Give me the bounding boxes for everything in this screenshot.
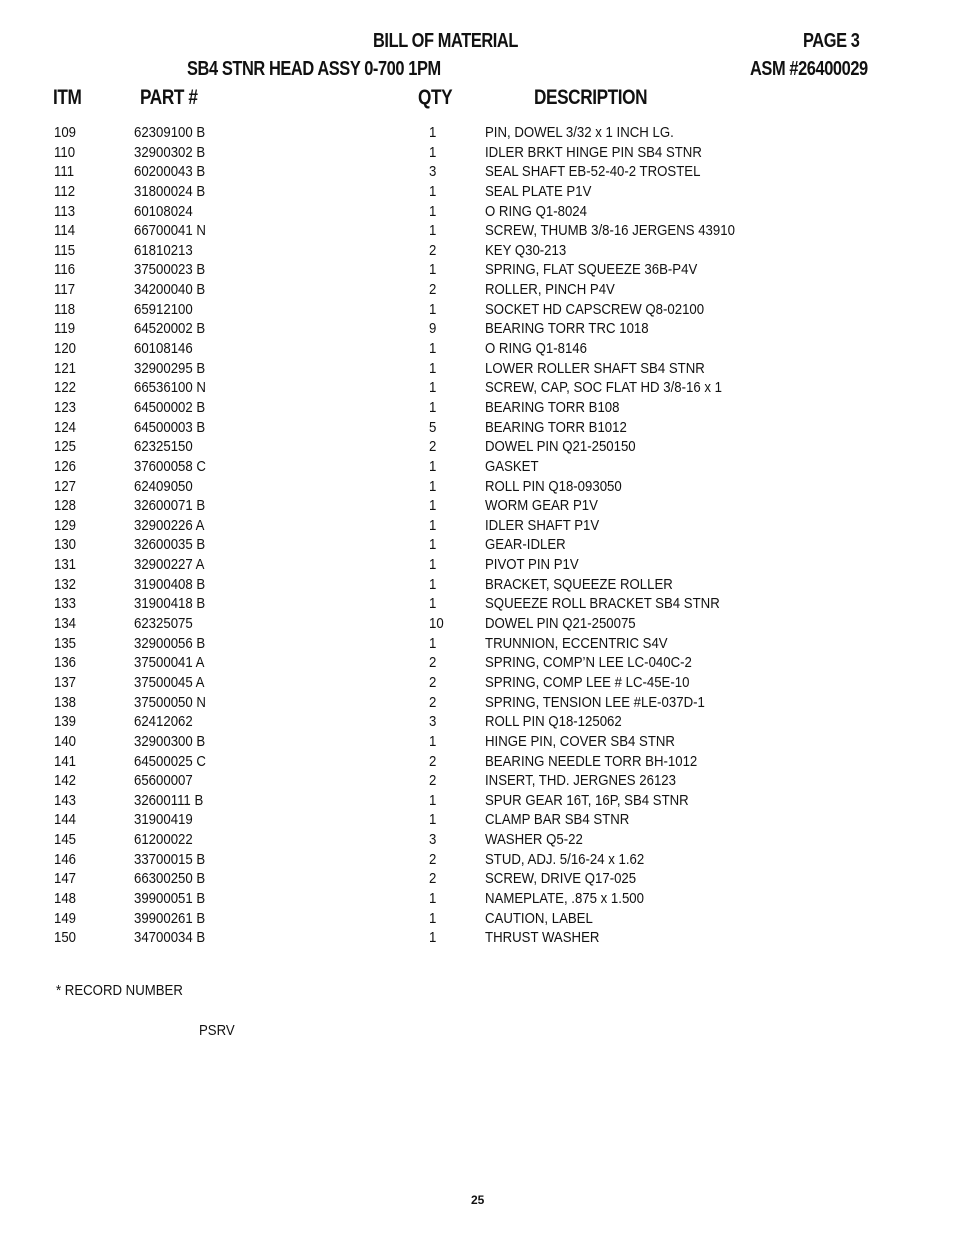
quantity: 1 <box>429 261 437 279</box>
quantity: 2 <box>429 438 437 456</box>
part-number: 32900302 B <box>134 143 206 161</box>
item-number: 116 <box>54 261 76 279</box>
part-number: 39900261 B <box>134 909 206 927</box>
part-number: 66536100 N <box>134 379 206 397</box>
item-number: 134 <box>54 615 77 633</box>
item-number: 109 <box>54 124 77 141</box>
table-row <box>0 299 954 319</box>
quantity: 1 <box>429 398 437 416</box>
item-number: 117 <box>54 281 76 299</box>
part-number: 32900056 B <box>134 634 206 652</box>
table-row <box>0 652 954 672</box>
psrv-code: PSRV <box>199 1022 235 1039</box>
table-row <box>0 377 954 397</box>
item-number: 139 <box>54 713 77 731</box>
part-number: 64500003 B <box>134 418 206 436</box>
table-row <box>0 220 954 240</box>
table-row <box>0 751 954 771</box>
table-row <box>0 809 954 829</box>
table-row <box>0 534 954 554</box>
part-number: 37500023 B <box>134 261 206 279</box>
quantity: 1 <box>429 477 437 495</box>
part-number: 32900227 A <box>134 556 205 574</box>
part-number: 66700041 N <box>134 222 206 240</box>
part-number: 39900051 B <box>134 889 206 907</box>
table-row <box>0 554 954 574</box>
part-number: 34200040 B <box>134 281 206 299</box>
table-row <box>0 259 954 279</box>
quantity: 1 <box>429 143 437 161</box>
description: SQUEEZE ROLL BRACKET SB4 STNR <box>485 595 720 613</box>
part-number: 37500041 A <box>134 654 205 672</box>
part-number: 32600111 B <box>134 791 204 809</box>
table-row <box>0 397 954 417</box>
table-row <box>0 849 954 869</box>
item-number: 136 <box>54 654 77 672</box>
quantity: 2 <box>429 850 437 868</box>
description: SPRING, FLAT SQUEEZE 36B-P4V <box>485 261 698 279</box>
part-number: 31800024 B <box>134 182 206 200</box>
part-number: 37500050 N <box>134 693 206 711</box>
table-row <box>0 633 954 653</box>
item-number: 122 <box>54 379 77 397</box>
item-number: 150 <box>54 929 77 947</box>
column-header-qty: QTY <box>418 86 453 109</box>
item-number: 145 <box>54 831 77 849</box>
table-row <box>0 318 954 338</box>
table-row <box>0 436 954 456</box>
description: BEARING TORR TRC 1018 <box>485 320 649 338</box>
part-number: 64520002 B <box>134 320 206 338</box>
description: SEAL SHAFT EB-52-40-2 TROSTEL <box>485 163 701 181</box>
table-row <box>0 338 954 358</box>
item-number: 123 <box>54 398 77 416</box>
item-number: 132 <box>54 575 77 593</box>
description: INSERT, THD. JERGNES 26123 <box>485 772 676 790</box>
quantity: 1 <box>429 124 437 141</box>
quantity: 1 <box>429 536 437 554</box>
table-row <box>0 574 954 594</box>
description: DOWEL PIN Q21-250150 <box>485 438 636 456</box>
table-row <box>0 515 954 535</box>
quantity: 1 <box>429 300 437 318</box>
description: SPRING, TENSION LEE #LE-037D-1 <box>485 693 705 711</box>
table-row <box>0 613 954 633</box>
item-number: 147 <box>54 870 77 888</box>
item-number: 115 <box>54 241 76 259</box>
item-number: 126 <box>54 457 77 475</box>
part-number: 66300250 B <box>134 870 206 888</box>
quantity: 1 <box>429 909 437 927</box>
item-number: 144 <box>54 811 77 829</box>
table-row <box>0 417 954 437</box>
table-row <box>0 358 954 378</box>
item-number: 141 <box>54 752 77 770</box>
item-number: 131 <box>54 556 77 574</box>
table-row <box>0 731 954 751</box>
description: WORM GEAR P1V <box>485 497 598 515</box>
description: SPUR GEAR 16T, 16P, SB4 STNR <box>485 791 689 809</box>
quantity: 1 <box>429 202 437 220</box>
column-header-description: DESCRIPTION <box>534 86 648 109</box>
part-number: 60108024 <box>134 202 193 220</box>
description: PIVOT PIN P1V <box>485 556 579 574</box>
quantity: 1 <box>429 379 437 397</box>
page-label: PAGE 3 <box>803 30 860 52</box>
item-number: 138 <box>54 693 77 711</box>
quantity: 9 <box>429 320 437 338</box>
part-number: 60200043 B <box>134 163 206 181</box>
document-title: BILL OF MATERIAL <box>373 30 518 52</box>
quantity: 1 <box>429 182 437 200</box>
description: SCREW, CAP, SOC FLAT HD 3/8-16 x 1 <box>485 379 722 397</box>
quantity: 1 <box>429 340 437 358</box>
quantity: 1 <box>429 791 437 809</box>
part-number: 31900418 B <box>134 595 206 613</box>
quantity: 1 <box>429 889 437 907</box>
table-row <box>0 908 954 928</box>
quantity: 3 <box>429 713 437 731</box>
part-number: 62325075 <box>134 615 193 633</box>
part-number: 64500025 C <box>134 752 206 770</box>
part-number: 62309100 B <box>134 124 206 141</box>
description: O RING Q1-8024 <box>485 202 587 220</box>
item-number: 114 <box>54 222 76 240</box>
description: CLAMP BAR SB4 STNR <box>485 811 630 829</box>
table-row <box>0 181 954 201</box>
quantity: 10 <box>429 615 444 633</box>
description: PIN, DOWEL 3/32 x 1 INCH LG. <box>485 124 674 141</box>
table-row <box>0 888 954 908</box>
quantity: 2 <box>429 693 437 711</box>
table-row <box>0 770 954 790</box>
table-row <box>0 868 954 888</box>
part-number: 62412062 <box>134 713 193 731</box>
part-number: 65912100 <box>134 300 193 318</box>
description: STUD, ADJ. 5/16-24 x 1.62 <box>485 850 645 868</box>
table-row <box>0 476 954 496</box>
description: TRUNNION, ECCENTRIC S4V <box>485 634 668 652</box>
table-row <box>0 692 954 712</box>
table-row <box>0 672 954 692</box>
description: SPRING, COMP’N LEE LC-040C-2 <box>485 654 692 672</box>
item-number: 113 <box>54 202 76 220</box>
item-number: 128 <box>54 497 77 515</box>
table-row <box>0 456 954 476</box>
description: CAUTION, LABEL <box>485 909 593 927</box>
column-header-itm: ITM <box>53 86 82 109</box>
quantity: 1 <box>429 634 437 652</box>
quantity: 1 <box>429 497 437 515</box>
quantity: 1 <box>429 929 437 947</box>
table-row <box>0 142 954 162</box>
description: GASKET <box>485 457 539 475</box>
item-number: 119 <box>54 320 76 338</box>
part-number: 65600007 <box>134 772 193 790</box>
quantity: 2 <box>429 772 437 790</box>
item-number: 140 <box>54 732 77 750</box>
description: IDLER SHAFT P1V <box>485 516 600 534</box>
description: SPRING, COMP LEE # LC-45E-10 <box>485 673 690 691</box>
table-row <box>0 829 954 849</box>
description: NAMEPLATE, .875 x 1.500 <box>485 889 644 907</box>
description: ROLLER, PINCH P4V <box>485 281 615 299</box>
item-number: 135 <box>54 634 77 652</box>
quantity: 3 <box>429 163 437 181</box>
description: IDLER BRKT HINGE PIN SB4 STNR <box>485 143 702 161</box>
table-row <box>0 201 954 221</box>
description: KEY Q30-213 <box>485 241 567 259</box>
item-number: 142 <box>54 772 77 790</box>
item-number: 148 <box>54 889 77 907</box>
table-row <box>0 593 954 613</box>
item-number: 121 <box>54 359 77 377</box>
description: SEAL PLATE P1V <box>485 182 592 200</box>
part-number: 32900295 B <box>134 359 206 377</box>
table-row <box>0 161 954 181</box>
item-number: 129 <box>54 516 77 534</box>
column-header-part: PART # <box>140 86 198 109</box>
description: WASHER Q5-22 <box>485 831 583 849</box>
assembly-number: ASM #26400029 <box>750 58 868 80</box>
quantity: 1 <box>429 732 437 750</box>
description: GEAR-IDLER <box>485 536 566 554</box>
item-number: 120 <box>54 340 77 358</box>
part-number: 32600071 B <box>134 497 206 515</box>
parts-table <box>0 122 954 947</box>
part-number: 64500002 B <box>134 398 206 416</box>
item-number: 133 <box>54 595 77 613</box>
description: ROLL PIN Q18-125062 <box>485 713 622 731</box>
item-number: 130 <box>54 536 77 554</box>
table-row <box>0 495 954 515</box>
description: HINGE PIN, COVER SB4 STNR <box>485 732 675 750</box>
item-number: 143 <box>54 791 77 809</box>
table-row <box>0 927 954 947</box>
description: BEARING NEEDLE TORR BH-1012 <box>485 752 698 770</box>
quantity: 2 <box>429 752 437 770</box>
part-number: 37600058 C <box>134 457 206 475</box>
table-row <box>0 279 954 299</box>
quantity: 1 <box>429 516 437 534</box>
description: DOWEL PIN Q21-250075 <box>485 615 636 633</box>
assembly-name: SB4 STNR HEAD ASSY 0-700 1PM <box>187 58 441 80</box>
description: BEARING TORR B1012 <box>485 418 627 436</box>
quantity: 2 <box>429 281 437 299</box>
part-number: 31900408 B <box>134 575 206 593</box>
table-row <box>0 790 954 810</box>
quantity: 1 <box>429 595 437 613</box>
description: ROLL PIN Q18-093050 <box>485 477 622 495</box>
part-number: 61200022 <box>134 831 193 849</box>
item-number: 118 <box>54 300 76 318</box>
part-number: 34700034 B <box>134 929 206 947</box>
description: BEARING TORR B108 <box>485 398 620 416</box>
part-number: 62409050 <box>134 477 193 495</box>
part-number: 32900300 B <box>134 732 206 750</box>
quantity: 1 <box>429 575 437 593</box>
item-number: 111 <box>54 163 75 181</box>
description: SCREW, DRIVE Q17-025 <box>485 870 637 888</box>
quantity: 1 <box>429 457 437 475</box>
description: THRUST WASHER <box>485 929 600 947</box>
part-number: 33700015 B <box>134 850 206 868</box>
part-number: 62325150 <box>134 438 193 456</box>
quantity: 1 <box>429 222 437 240</box>
part-number: 32900226 A <box>134 516 205 534</box>
quantity: 2 <box>429 241 437 259</box>
table-row <box>0 122 954 142</box>
item-number: 112 <box>54 182 76 200</box>
record-number-note: * RECORD NUMBER <box>56 982 183 999</box>
quantity: 3 <box>429 831 437 849</box>
quantity: 2 <box>429 870 437 888</box>
part-number: 32600035 B <box>134 536 206 554</box>
description: SCREW, THUMB 3/8-16 JERGENS 43910 <box>485 222 735 240</box>
quantity: 1 <box>429 811 437 829</box>
part-number: 31900419 <box>134 811 193 829</box>
part-number: 61810213 <box>134 241 193 259</box>
quantity: 1 <box>429 556 437 574</box>
table-row <box>0 240 954 260</box>
item-number: 137 <box>54 673 77 691</box>
item-number: 127 <box>54 477 77 495</box>
quantity: 2 <box>429 654 437 672</box>
table-row <box>0 711 954 731</box>
description: O RING Q1-8146 <box>485 340 587 358</box>
item-number: 110 <box>54 143 76 161</box>
quantity: 5 <box>429 418 437 436</box>
page-number: 25 <box>471 1193 485 1207</box>
part-number: 60108146 <box>134 340 193 358</box>
description: BRACKET, SQUEEZE ROLLER <box>485 575 673 593</box>
quantity: 1 <box>429 359 437 377</box>
description: SOCKET HD CAPSCREW Q8-02100 <box>485 300 705 318</box>
item-number: 149 <box>54 909 77 927</box>
item-number: 124 <box>54 418 77 436</box>
quantity: 2 <box>429 673 437 691</box>
item-number: 146 <box>54 850 77 868</box>
description: LOWER ROLLER SHAFT SB4 STNR <box>485 359 705 377</box>
item-number: 125 <box>54 438 77 456</box>
part-number: 37500045 A <box>134 673 205 691</box>
